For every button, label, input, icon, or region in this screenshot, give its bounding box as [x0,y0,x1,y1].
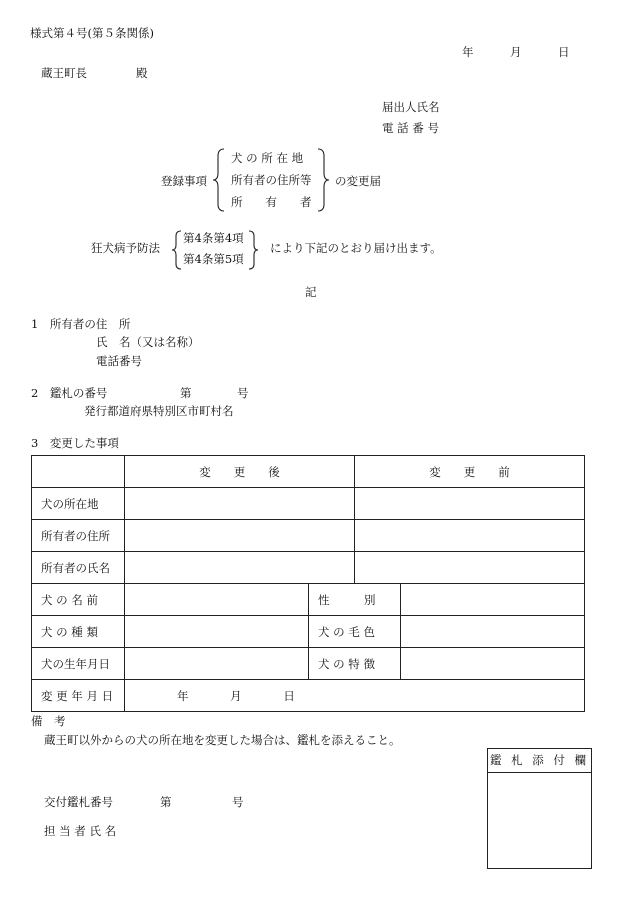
tag-number-dai: 第 [160,795,172,809]
after-owner-name-cell[interactable] [125,552,355,584]
section1-phone-line: 電話番号 [96,354,142,368]
before-owner-address-cell[interactable] [355,520,585,552]
applicant-name-label: 届出人氏名 [382,100,440,114]
addressee: 蔵王町長 [41,66,87,80]
change-date-day: 日 [283,688,295,703]
section1-heading: 1 所有者の住 所 [31,317,131,331]
row-label-features: 犬 の 特 徴 [309,648,401,680]
row-label-birthdate: 犬の生年月日 [32,648,125,680]
left-brace-icon [212,148,226,212]
col-before-header: 変 更 前 [355,456,585,488]
section2-go: 号 [237,386,249,400]
right-brace-icon [316,148,330,212]
row-label-dog-location: 犬の所在地 [32,488,125,520]
tag-number-label: 交付鑑札番号 [44,795,113,809]
coat-color-cell[interactable] [401,616,585,648]
section2-dai: 第 [180,386,192,400]
form-number: 様式第４号(第５条関係) [30,26,154,40]
dog-name-cell[interactable] [125,584,309,616]
section1-name-line: 氏 名（又は名称） [96,335,200,349]
tag-attachment-box [487,748,592,869]
staff-name-label: 担 当 者 氏 名 [44,824,117,838]
table-row [32,584,585,616]
section2-issuer: 発行都道府県特別区市町村名 [84,404,234,418]
date-day-label: 日 [558,45,570,59]
tag-attachment-label: 鑑 札 添 付 欄 [488,749,591,773]
table-row [32,680,585,712]
birthdate-cell[interactable] [125,648,309,680]
table-row [32,488,585,520]
row-label-owner-address: 所有者の住所 [32,520,125,552]
law-right-brace-icon [247,230,259,270]
table-row [32,616,585,648]
row-label-dog-breed: 犬 の 種 類 [32,616,125,648]
row-label-dog-name: 犬 の 名 前 [32,584,125,616]
sex-cell[interactable] [401,584,585,616]
law-option-clause4: 第4条第4項 [183,231,244,245]
title-left: 登録事項 [161,174,207,188]
change-date-cell[interactable] [125,680,585,712]
col-after-header: 変 更 後 [125,456,355,488]
honorific: 殿 [136,66,148,80]
table-corner-cell [32,456,125,488]
dog-breed-cell[interactable] [125,616,309,648]
section2-heading: 2 鑑札の番号 [31,386,108,400]
row-label-change-date: 変 更 年 月 日 [32,680,125,712]
applicant-phone-label: 電 話 番 号 [382,121,439,135]
change-date-month: 月 [230,688,242,703]
law-left-brace-icon [171,230,183,270]
row-label-sex: 性 別 [309,584,401,616]
table-row [32,520,585,552]
remarks-heading: 備 考 [31,714,66,728]
remarks-text: 蔵王町以外からの犬の所在地を変更した場合は、鑑札を添えること。 [44,733,401,747]
ki-heading: 記 [305,285,317,299]
section3-heading: 3 変更した事項 [31,436,119,450]
title-option-owner-address: 所有者の住所等 [231,173,312,187]
date-month-label: 月 [510,45,522,59]
before-owner-name-cell[interactable] [355,552,585,584]
law-right: により下記のとおり届け出ます。 [270,241,442,255]
table-row [32,648,585,680]
row-label-owner-name: 所有者の氏名 [32,552,125,584]
title-option-dog-location: 犬 の 所 在 地 [231,151,304,165]
before-dog-location-cell[interactable] [355,488,585,520]
table-header-row [32,456,585,488]
row-label-coat-color: 犬 の 毛 色 [309,616,401,648]
after-dog-location-cell[interactable] [125,488,355,520]
law-left: 狂犬病予防法 [91,241,160,255]
law-option-clause5: 第4条第5項 [183,252,244,266]
title-right: の変更届 [335,174,381,188]
change-date-year: 年 [177,688,189,703]
date-year-label: 年 [462,45,474,59]
table-row [32,552,585,584]
after-owner-address-cell[interactable] [125,520,355,552]
change-table [31,455,585,712]
tag-number-go: 号 [232,795,244,809]
features-cell[interactable] [401,648,585,680]
title-option-owner: 所 有 者 [231,195,312,209]
